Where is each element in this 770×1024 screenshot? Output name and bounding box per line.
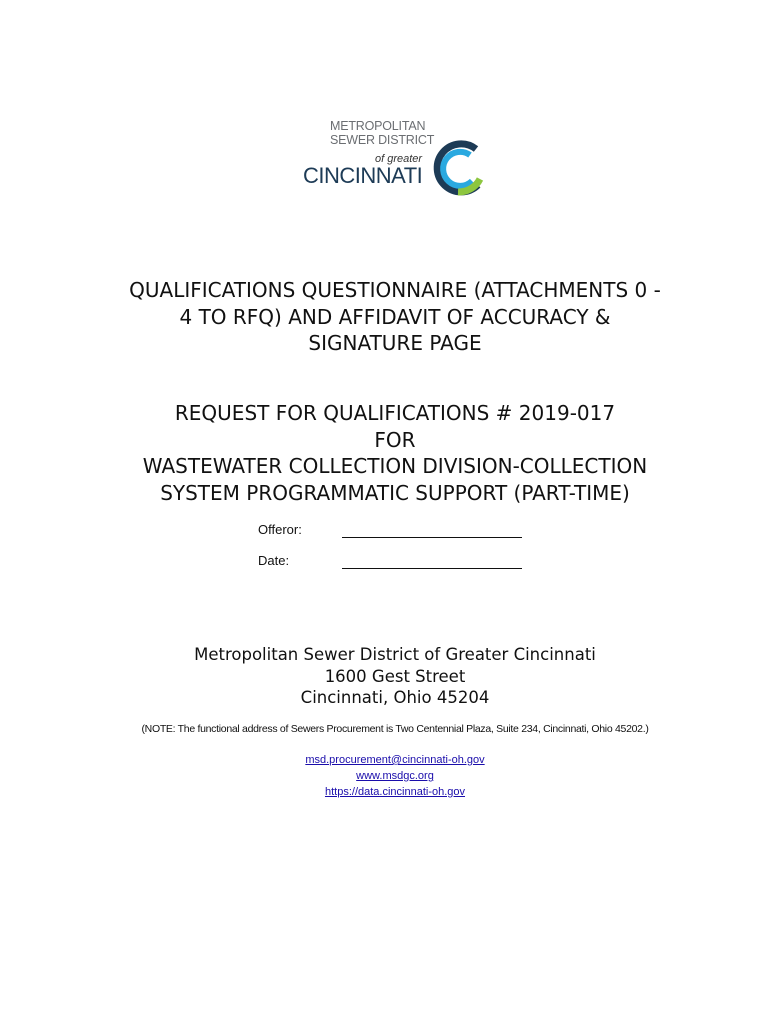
offeror-field[interactable] <box>342 537 522 538</box>
request-line: SYSTEM PROGRAMMATIC SUPPORT (PART-TIME) <box>160 480 630 505</box>
address-line: Cincinnati, Ohio 45204 <box>300 688 490 707</box>
document-title <box>0 277 770 357</box>
offeror-label: Offeror: <box>258 522 302 537</box>
msd-logo <box>300 115 490 205</box>
logo-line3: of greater <box>375 153 423 165</box>
date-field[interactable] <box>342 568 522 569</box>
date-label: Date: <box>258 553 290 568</box>
request-line: WASTEWATER COLLECTION DIVISION-COLLECTION <box>142 454 648 478</box>
address-line: 1600 Gest Street <box>324 666 466 686</box>
links-block <box>0 752 770 800</box>
address-line: Metropolitan Sewer District of Greater Cincinnati <box>194 645 596 664</box>
logo-line1: METROPOLITAN <box>330 119 426 133</box>
title-line: SIGNATURE PAGE <box>308 331 482 355</box>
procurement-note: (NOTE: The functional address of Sewers Procurement is Two Centennial Plaza, Suite 234, Cincinnati, Ohio 45202.) <box>141 723 649 735</box>
request-heading <box>0 400 770 506</box>
data-portal-link[interactable]: https://data.cincinnati-oh.gov <box>324 786 466 798</box>
logo-text <box>330 119 434 147</box>
logo-line2: SEWER DISTRICT <box>330 133 435 147</box>
title-line: 4 TO RFQ) AND AFFIDAVIT OF ACCURACY & <box>179 304 611 329</box>
title-line: QUALIFICATIONS QUESTIONNAIRE (ATTACHMENTS 0 - <box>129 278 661 302</box>
logo-c-icon <box>428 137 486 199</box>
request-line: FOR <box>374 427 416 452</box>
website-link[interactable]: www.msdgc.org <box>356 770 434 782</box>
address-block <box>0 644 770 709</box>
request-line: REQUEST FOR QUALIFICATIONS # 2019-017 <box>174 401 616 425</box>
logo-line4: CINCINNATI <box>303 163 423 188</box>
email-link[interactable]: msd.procurement@cincinnati-oh.gov <box>305 754 485 766</box>
